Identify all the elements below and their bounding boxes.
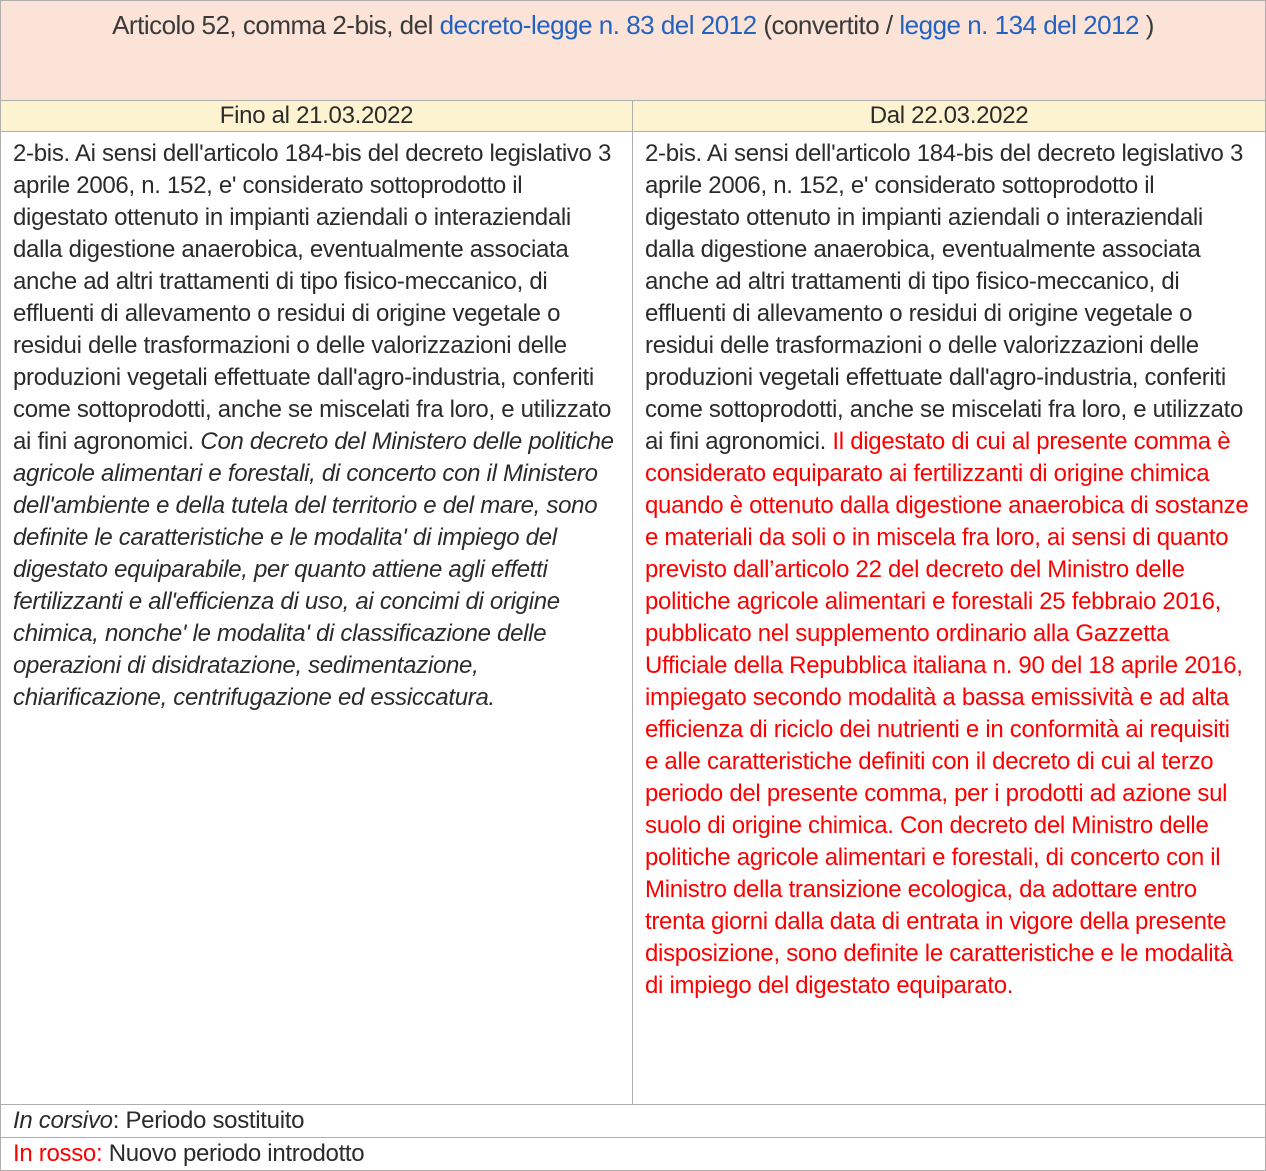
legend-italic-row (1, 1105, 1265, 1137)
table-title (1, 1, 1265, 100)
legend-red-desc: Nuovo periodo introdotto (102, 1140, 365, 1167)
column-header-before (1, 101, 632, 131)
text-before-italic: Con decreto del Ministero delle politiche agricole alimentari e forestali, di concerto con il Ministero dell'ambiente e della tutela del territorio e del mare, sono definite le caratteristiche e le modalita' di impiego del digestato equiparabile, per quanto attiene agli effetti fertilizzanti e all'efficienza di uso, ai concimi di origine chimica, nonche' le modalita' di classificazione delle operazioni di disidratazione, sedimentazione, chiarificazione, centrifugazione ed essiccatura. (13, 428, 614, 711)
title-text-mid: (convertito / (756, 10, 900, 40)
text-after-red: Il digestato di cui al presente comma è considerato equiparato ai fertilizzanti di origine chimica quando è ottenuto dalla digestione anaerobica di sostanze e materiali da soli o in miscela fra loro, ai sensi di quanto previsto dall’articolo 22 del decreto del Ministro delle politiche agricole alimentari e forestali 25 febbraio 2016, pubblicato nel supplemento ordinario alla Gazzetta Ufficiale della Repubblica italiana n. 90 del 18 aprile 2016, impiegato secondo modalità a bassa emissività e ad alta efficienza di riciclo dei nutrienti e in conformità ai requisiti e alle caratteristiche definiti con il decreto di cui al terzo periodo del presente comma, per i prodotti ad azione sul suolo di origine chimica. Con decreto del Ministro delle politiche agricole alimentari e forestali, di concerto con il Ministro della transizione ecologica, da adottare entro trenta giorni dalla data di entrata in vigore della presente disposizione, sono definite le caratteristiche e le modalità di impiego del digestato equiparato. (645, 428, 1249, 999)
column-header-after (633, 101, 1265, 131)
column-header-after-label: Dal 22.03.2022 (869, 102, 1029, 129)
legend-italic-label: In corsivo (13, 1107, 113, 1134)
text-before (1, 132, 632, 1104)
legend-red-row (1, 1138, 1265, 1170)
text-before-normal: 2-bis. Ai sensi dell'articolo 184-bis del decreto legislativo 3 aprile 2006, n. 152, e' considerato sottoprodotto il digestato ottenuto in impianti aziendali o interaziendali dalla digestione anaerobica, eventualmente associata anche ad altri trattamenti di tipo fisico-meccanico, di effluenti di allevamento o residui di origine vegetale o residui delle trasformazioni o delle valorizzazioni delle produzioni vegetali effettuate dall'agro-industria, conferiti come sottoprodotti, anche se miscelati fra loro, e utilizzato ai fini agronomici. (13, 140, 612, 455)
column-header-before-label: Fino al 21.03.2022 (219, 102, 414, 129)
text-after-normal: 2-bis. Ai sensi dell'articolo 184-bis del decreto legislativo 3 aprile 2006, n. 152, e' considerato sottoprodotto il digestato ottenuto in impianti aziendali o interaziendali dalla digestione anaerobica, eventualmente associata anche ad altri trattamenti di tipo fisico-meccanico, di effluenti di allevamento o residui di origine vegetale o residui delle trasformazioni o delle valorizzazioni delle produzioni vegetali effettuate dall'agro-industria, conferiti come sottoprodotti, anche se miscelati fra loro, e utilizzato ai fini agronomici. (645, 140, 1244, 455)
decreto-legge-83-link[interactable]: decreto-legge n. 83 del 2012 (439, 10, 757, 40)
legge-134-link[interactable]: legge n. 134 del 2012 (899, 10, 1139, 40)
title-text-pre: Articolo 52, comma 2-bis, del (112, 10, 440, 40)
legend-italic-desc: : Periodo sostituito (112, 1107, 305, 1134)
legend-red-label: In rosso: (13, 1140, 103, 1167)
text-after (633, 132, 1265, 1104)
title-text-post: ) (1139, 10, 1154, 40)
